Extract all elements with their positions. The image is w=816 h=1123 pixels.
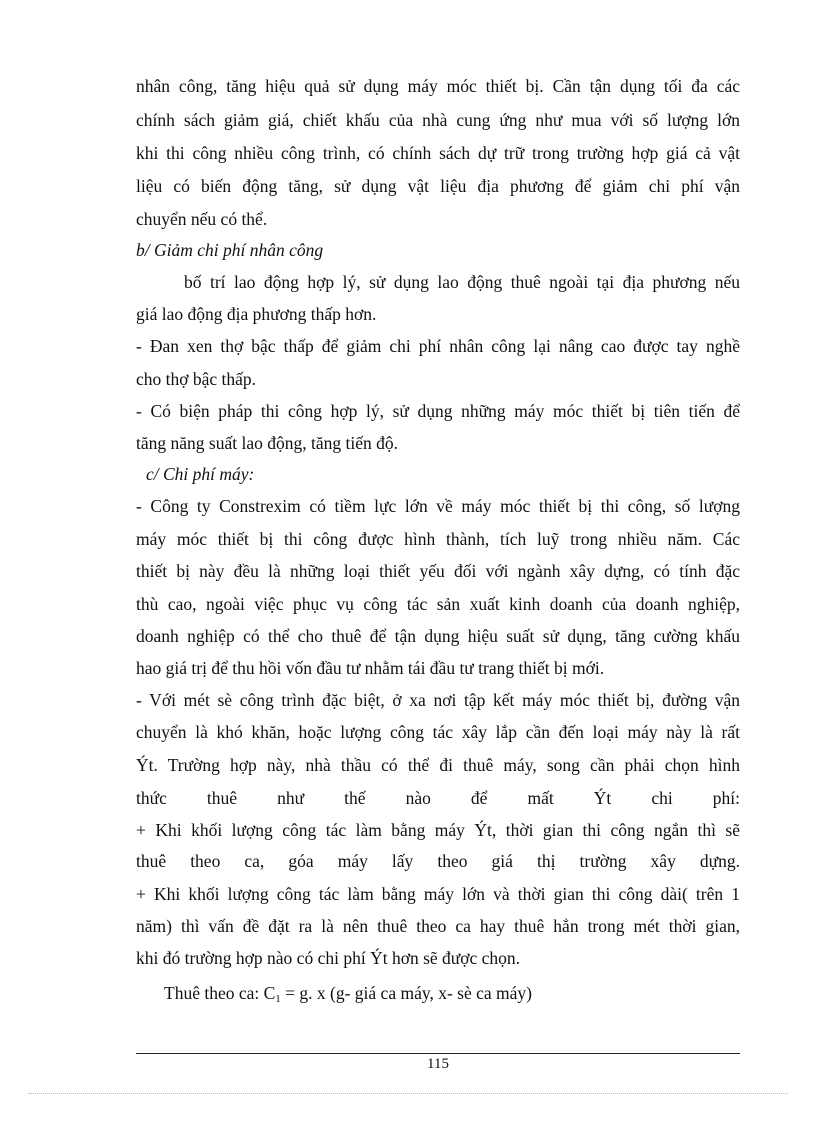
formula-suffix: = g. x (g- giá ca máy, x- sè ca máy) [280,983,532,1003]
text-line-16: thiết bị này đều là những loại thiết yếu đối với ngành xây dựng, có tính đặc [136,561,740,581]
formula-prefix: Thuê theo ca: C [164,983,276,1003]
text-line-28: khi đó trường hợp nào có chi phí Ýt hơn sẽ được chọn. [136,948,521,968]
text-line-5: chuyển nếu có thể. [136,209,268,229]
footer-divider [136,1053,740,1054]
text-line-8: giá lao động địa phương thấp hơn. [136,304,377,324]
text-line-24: + Khi khối lượng công tác làm bằng máy Ýt, thời gian thi công ngắn thì sẽ [136,820,740,840]
text-line-9: - Đan xen thợ bậc thấp để giảm chi phí nhân công lại nâng cao được tay nghề [136,336,740,356]
text-line-2: chính sách giảm giá, chiết khấu của nhà cung ứng như mua với số lượng lớn [136,110,740,130]
page-number: 115 [427,1056,449,1072]
text-line-20: - Với mét sè công trình đặc biệt, ở xa nơi tập kết máy móc thiết bị, đường vận [136,690,740,710]
text-line-12: tăng năng suất lao động, tăng tiến độ. [136,433,398,453]
text-line-21: chuyển là khó khăn, hoặc lượng công tác xây lắp cần đến loại máy này là rất [136,722,740,742]
text-line-23: thức thuê như thế nào để mất Ýt chi phí: [136,788,740,808]
text-line-18: doanh nghiệp có thể cho thuê để tận dụng hiệu suất sử dụng, tăng cường khấu [136,626,740,646]
page-bottom-border [28,1093,788,1094]
text-line-1: nhân công, tăng hiệu quả sử dụng máy móc thiết bị. Cần tận dụng tối đa các [136,76,740,96]
text-line-4: liệu có biến động tăng, sử dụng vật liệu địa phương để giảm chi phí vận [136,176,740,196]
text-line-25: thuê theo ca, góa máy lấy theo giá thị trường xây dựng. [136,851,740,871]
text-line-15: máy móc thiết bị thi công được hình thành, tích luỹ trong nhiều năm. Các [136,529,740,549]
text-line-26: + Khi khối lượng công tác làm bằng máy lớn và thời gian thi công dài( trên 1 [136,884,740,904]
text-line-7: bố trí lao động hợp lý, sử dụng lao động thuê ngoài tại địa phương nếu [184,272,740,292]
text-line-14: - Công ty Constrexim có tiềm lực lớn về máy móc thiết bị thi công, số lượng [136,496,740,516]
section-heading-c: c/ Chi phí máy: [146,464,255,484]
text-line-17: thù cao, ngoài việc phục vụ công tác sản xuất kinh doanh của doanh nghiệp, [136,594,740,614]
text-line-3: khi thi công nhiều công trình, có chính sách dự trữ trong trường hợp giá cả vật [136,143,740,163]
text-line-27: năm) thì vấn đề đặt ra là nên thuê theo ca hay thuê hẳn trong mét thời gian, [136,916,740,936]
formula-subscript: 1 [275,993,281,1005]
text-line-19: hao giá trị để thu hồi vốn đầu tư nhằm tái đầu tư trang thiết bị mới. [136,658,605,678]
text-line-10: cho thợ bậc thấp. [136,369,257,389]
text-line-22: Ýt. Trường hợp này, nhà thầu có thể đi thuê máy, song cần phải chọn hình [136,755,740,775]
text-line-11: - Có biện pháp thi công hợp lý, sử dụng những máy móc thiết bị tiên tiến để [136,401,740,421]
formula-line [164,981,768,1005]
section-heading-b: b/ Giảm chi phí nhân công [136,240,324,260]
